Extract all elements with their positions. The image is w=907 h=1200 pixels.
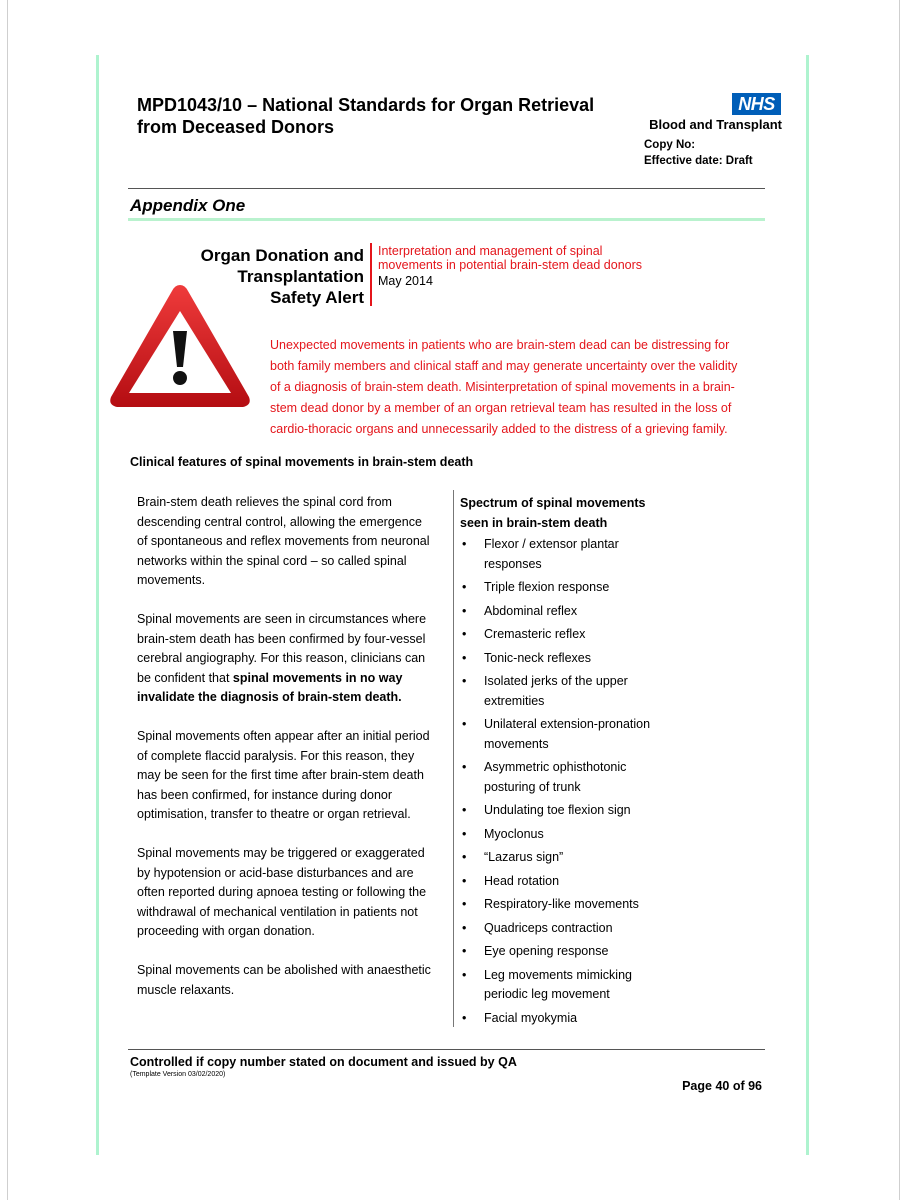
list-item-text: periodic leg movement bbox=[484, 987, 610, 1001]
list-item-text: “Lazarus sign” bbox=[484, 850, 564, 864]
list-item-text: Quadriceps contraction bbox=[484, 920, 613, 935]
text-line: Brain-stem death relieves the spinal cord from bbox=[137, 495, 392, 509]
emphasis-text: invalidate the diagnosis of brain-stem death. bbox=[137, 690, 402, 704]
list-item-text: Cremasteric reflex bbox=[484, 627, 586, 641]
bullet-icon: • bbox=[462, 826, 467, 841]
alert-title-line-2: Transplantation bbox=[237, 267, 364, 286]
paragraph-1 bbox=[137, 493, 457, 591]
list-item bbox=[460, 942, 700, 962]
bullet-icon: • bbox=[462, 944, 467, 958]
bullet-icon: • bbox=[462, 580, 467, 594]
paragraph-5 bbox=[137, 961, 457, 1000]
list-item-text: Head rotation bbox=[484, 873, 560, 888]
paragraph-4 bbox=[137, 844, 457, 942]
list-item-text: Leg movements mimicking bbox=[484, 967, 632, 982]
text-line: cerebral angiography. For this reason, clinicians can bbox=[137, 651, 426, 665]
bullet-icon: • bbox=[462, 967, 467, 982]
list-item-text: Triple flexion response bbox=[484, 580, 610, 594]
document-title bbox=[137, 94, 637, 138]
alert-date: May 2014 bbox=[378, 274, 433, 288]
list-item bbox=[460, 602, 700, 622]
text-line: of complete flaccid paralysis. For this reason, they bbox=[137, 748, 415, 763]
emphasis-text: spinal movements in no way bbox=[232, 670, 403, 685]
text-line: by hypotension or acid-base disturbances and are bbox=[137, 865, 414, 880]
bullet-icon: • bbox=[462, 897, 467, 911]
list-item-text: posturing of trunk bbox=[484, 779, 581, 794]
list-item bbox=[460, 825, 700, 845]
paragraph-2 bbox=[137, 610, 457, 708]
intro-line: Unexpected movements in patients who are brain-stem dead can be distressing for bbox=[270, 338, 730, 352]
list-item bbox=[460, 715, 700, 754]
list-item bbox=[460, 801, 700, 821]
list-item-text: Unilateral extension-pronation bbox=[484, 717, 651, 731]
document-meta bbox=[644, 137, 844, 169]
text-line: Spinal movements can be abolished with anaesthetic bbox=[137, 963, 431, 977]
text-line: Spinal movements often appear after an initial period bbox=[137, 729, 430, 743]
alert-title-line-3: Safety Alert bbox=[270, 288, 364, 307]
right-page-edge bbox=[899, 0, 900, 1200]
warning-triangle-icon bbox=[107, 281, 253, 411]
appendix-underline bbox=[128, 218, 765, 221]
intro-line: both family members and clinical staff and may generate uncertainty over the validity bbox=[270, 359, 738, 373]
text-line: descending central control, allowing the emergence bbox=[137, 514, 422, 529]
list-item-text: Isolated jerks of the upper bbox=[484, 674, 628, 688]
movements-list-heading bbox=[460, 493, 700, 533]
text-line: brain-stem death has been confirmed by four-vessel bbox=[137, 631, 426, 646]
appendix-heading: Appendix One bbox=[130, 196, 246, 215]
text-line: Spinal movements may be triggered or exaggerated bbox=[137, 846, 425, 860]
text-line: has been confirmed, for instance during donor bbox=[137, 787, 393, 802]
header-divider bbox=[128, 188, 765, 189]
list-item bbox=[460, 535, 700, 574]
list-item bbox=[460, 966, 700, 1005]
footer-template-version: (Template Version 03/02/2020) bbox=[130, 1071, 226, 1078]
list-item-text: Tonic-neck reflexes bbox=[484, 650, 591, 665]
heading-line: seen in brain-stem death bbox=[460, 516, 608, 530]
spinal-movements-list bbox=[460, 535, 700, 1028]
heading-line: Spectrum of spinal movements bbox=[460, 496, 646, 510]
copy-number: Copy No: bbox=[644, 139, 696, 151]
list-item-text: Undulating toe flexion sign bbox=[484, 803, 631, 817]
document-title-line-1: MPD1043/10 – National Standards for Organ Retrieval bbox=[137, 95, 595, 115]
intro-text bbox=[270, 335, 775, 440]
text-line bbox=[137, 669, 457, 689]
list-item-text: extremities bbox=[484, 693, 545, 708]
list-item bbox=[460, 895, 700, 915]
text-line: optimisation, transfer to theatre or organ retrieval. bbox=[137, 807, 411, 821]
left-column bbox=[137, 493, 457, 1020]
document-title-line-2: from Deceased Donors bbox=[137, 117, 335, 137]
alert-divider bbox=[370, 243, 372, 306]
alert-topic bbox=[378, 244, 678, 272]
bullet-icon: • bbox=[462, 920, 467, 935]
bullet-icon: • bbox=[462, 803, 467, 817]
list-item-text: Eye opening response bbox=[484, 944, 609, 958]
text-line: Spinal movements are seen in circumstances where bbox=[137, 612, 427, 626]
bullet-icon: • bbox=[462, 603, 467, 618]
section-heading: Clinical features of spinal movements in brain-stem death bbox=[130, 455, 474, 469]
intro-line: of a diagnosis of brain-stem death. Misinterpretation of spinal movements in a brain- bbox=[270, 380, 735, 394]
right-column bbox=[460, 493, 700, 1032]
bullet-icon: • bbox=[462, 1010, 467, 1025]
effective-date: Effective date: Draft bbox=[644, 155, 753, 167]
text-span: be confident that bbox=[137, 670, 233, 685]
text-line bbox=[137, 688, 457, 708]
left-margin-line bbox=[96, 55, 99, 1155]
alert-topic-line-2: movements in potential brain-stem dead donors bbox=[378, 258, 643, 272]
list-item bbox=[460, 1009, 700, 1029]
footer-controlled-note: Controlled if copy number stated on document and issued by QA bbox=[130, 1055, 517, 1069]
intro-line: stem dead donor by a member of an organ retrieval team has resulted in the loss of bbox=[270, 401, 732, 415]
list-item-text: Asymmetric ophisthotonic bbox=[484, 760, 627, 774]
list-item bbox=[460, 758, 700, 797]
bullet-icon: • bbox=[462, 717, 467, 731]
list-item bbox=[460, 919, 700, 939]
right-margin-line bbox=[806, 55, 809, 1155]
footer-divider bbox=[128, 1049, 765, 1050]
text-line: of spontaneous and reflex movements from neuronal bbox=[137, 534, 430, 548]
nhs-logo: NHS bbox=[732, 93, 781, 115]
alert-title-line-1: Organ Donation and bbox=[200, 246, 364, 265]
list-item bbox=[460, 578, 700, 598]
list-item-text: Facial myokymia bbox=[484, 1010, 578, 1025]
left-page-edge bbox=[7, 0, 8, 1200]
list-item-text: Abdominal reflex bbox=[484, 603, 578, 618]
bullet-icon: • bbox=[462, 537, 467, 551]
list-item-text: Respiratory-like movements bbox=[484, 897, 639, 911]
bullet-icon: • bbox=[462, 873, 467, 888]
bullet-icon: • bbox=[462, 627, 467, 641]
column-divider bbox=[453, 490, 454, 1027]
bullet-icon: • bbox=[462, 760, 467, 774]
alert-topic-line-1: Interpretation and management of spinal bbox=[378, 244, 603, 258]
list-item bbox=[460, 872, 700, 892]
text-line: may be seen for the first time after brain-stem death bbox=[137, 768, 424, 782]
page-number: Page 40 of 96 bbox=[682, 1079, 762, 1093]
bullet-icon: • bbox=[462, 674, 467, 688]
bullet-icon: • bbox=[462, 850, 467, 864]
bullet-icon: • bbox=[462, 650, 467, 665]
organisation-name: Blood and Transplant bbox=[649, 117, 782, 132]
list-item-text: Myoclonus bbox=[484, 826, 544, 841]
text-line: movements. bbox=[137, 573, 206, 587]
text-line: withdrawal of mechanical ventilation in patients not bbox=[137, 904, 418, 919]
list-item-text: movements bbox=[484, 736, 549, 751]
paragraph-3 bbox=[137, 727, 457, 825]
list-item bbox=[460, 672, 700, 711]
list-item-text: responses bbox=[484, 556, 542, 571]
list-item bbox=[460, 848, 700, 868]
list-item-text: Flexor / extensor plantar bbox=[484, 537, 619, 551]
text-line: proceeding with organ donation. bbox=[137, 924, 315, 938]
intro-line: cardio-thoracic organs and unnecessarily added to the distress of a grieving family. bbox=[270, 422, 728, 436]
text-line: networks within the spinal cord – so called spinal bbox=[137, 553, 407, 568]
text-line: often reported during apnoea testing or following the bbox=[137, 885, 427, 899]
list-item bbox=[460, 649, 700, 669]
list-item bbox=[460, 625, 700, 645]
text-line: muscle relaxants. bbox=[137, 982, 235, 997]
